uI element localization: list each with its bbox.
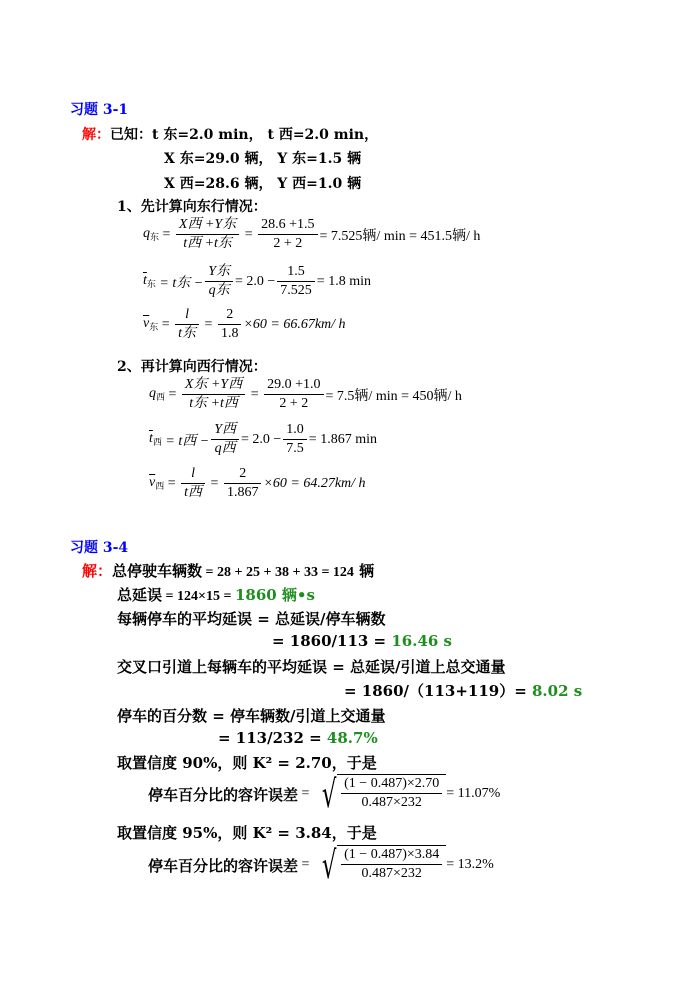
- given-line-2: X 东=29.0 辆， Y 东=1.5 辆: [164, 151, 362, 167]
- total-delay-line: 总延误 = 124×15 = 1860 辆•s: [117, 586, 315, 604]
- solution-label: 解：: [82, 127, 110, 143]
- stopped-percentage-line: 停车的百分数 = 停车辆数/引道上交通量: [117, 707, 386, 725]
- given-line-1: [82, 124, 378, 144]
- stopped-percentage-calc: = 113/232 = 48.7%: [218, 729, 378, 747]
- step-1-heading: 1、先计算向东行情况：: [117, 199, 267, 215]
- solution-label-2: 解：: [82, 562, 113, 580]
- confidence-95-line: 取置信度 95%，则 K² = 3.84，于是: [117, 824, 377, 842]
- confidence-90-line: 取置信度 90%，则 K² = 2.70，于是: [117, 754, 377, 772]
- avg-delay-per-stopped-line: 每辆停车的平均延误 = 总延误/停车辆数: [117, 610, 386, 628]
- exercise-3-4-title: 习题 3-4: [70, 540, 129, 556]
- west-speed-equation: $\overline{v}_西$ = $\frac{l}{\text{t西}}$ = $\frac{2}{1.867}$ ×60 = 64.27km/ h: [149, 466, 366, 500]
- step-2-heading: 2、再计算向西行情况：: [117, 359, 267, 375]
- avg-delay-approach-calc: = 1860/（113+119）= 8.02 s: [344, 682, 583, 700]
- given-line-3: X 西=28.6 辆， Y 西=1.0 辆: [164, 176, 362, 192]
- known-label: 已知：: [110, 127, 152, 143]
- exercise-3-1-title: 习题 3-1: [70, 102, 129, 118]
- avg-delay-result: 16.46 s: [391, 632, 452, 650]
- total-delay-result: 1860 辆•s: [234, 586, 315, 604]
- west-time-equation: $\overline{t}_西$ = t西 − $\frac{\text{Y西}}{\text{q西}}$ = 2.0 − $\frac{1.0}{7.5}$ = 1.867 min: [149, 422, 377, 456]
- approach-delay-result: 8.02 s: [532, 682, 583, 700]
- known-times: t 东=2.0 min， t 西=2.0 min，: [152, 127, 379, 143]
- tolerance-90-equation: 停车百分比的容许误差 = √ $\frac{(1 - 0.487)\times 2.70}{0.487\times 232}$ = 11.07%: [148, 772, 501, 816]
- total-stopped-vehicles-line: 解：总停驶车辆数 = 28 + 25 + 38 + 33 = 124 辆: [82, 562, 375, 580]
- stopped-percentage-result: 48.7%: [326, 729, 378, 747]
- tolerance-95-equation: 停车百分比的容许误差 = √ $\frac{(1 - 0.487)\times 3.84}{0.487\times 232}$ = 13.2%: [148, 843, 494, 887]
- avg-delay-per-stopped-calc: = 1860/113 = 16.46 s: [272, 632, 452, 650]
- east-time-equation: $\overline{t}_东$ = t东 − $\frac{\text{Y东}}{\text{q东}}$ = 2.0 − $\frac{1.5}{7.525}$ = 1.8 min: [143, 264, 371, 298]
- west-flow-equation: $q_西$ = $\frac{\text{X东 +Y西}}{\text{t东 +t西}}$ = $\frac{29.0 +1.0}{2 + 2}$ = 7.5辆/ min = 450辆/ h: [149, 377, 462, 411]
- east-speed-equation: $\overline{v}_东$ = $\frac{l}{\text{t东}}$ = $\frac{2}{1.8}$ ×60 = 66.67km/ h: [143, 307, 346, 341]
- east-flow-equation: $q_东$ = $\frac{\text{X西 +Y东}}{\text{t西 +t东}}$ = $\frac{28.6 +1.5}{2 + 2}$ = 7.525辆/ min = 451.5辆/ h: [143, 217, 481, 251]
- avg-delay-approach-line: 交叉口引道上每辆车的平均延误 = 总延误/引道上总交通量: [117, 658, 506, 676]
